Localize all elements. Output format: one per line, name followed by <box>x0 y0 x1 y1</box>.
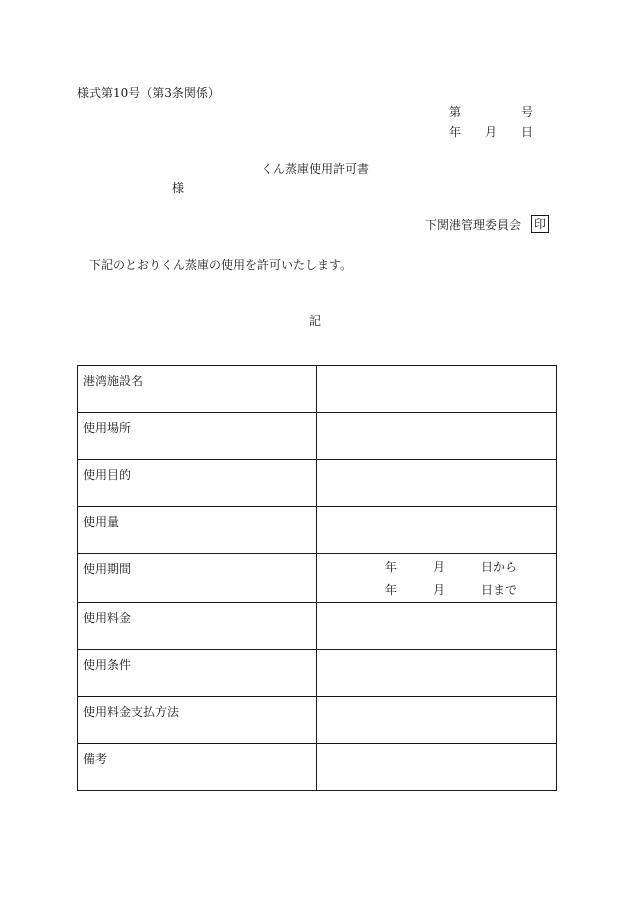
document-number-row <box>449 103 533 120</box>
row-value-field[interactable] <box>317 744 557 791</box>
addressee-suffix: 様 <box>172 181 185 195</box>
row-value-field[interactable] <box>317 366 557 413</box>
issuer-block <box>425 215 549 233</box>
row-value-field[interactable] <box>317 507 557 554</box>
row-value-field[interactable] <box>317 650 557 697</box>
seal-mark: 印 <box>531 215 549 233</box>
table-row <box>78 366 557 413</box>
table-row <box>78 413 557 460</box>
row-label: 備考 <box>78 744 317 791</box>
table-row <box>78 603 557 650</box>
row-label: 使用目的 <box>78 460 317 507</box>
period-from-month: 月 <box>433 560 446 574</box>
period-to-line <box>385 579 556 602</box>
row-label: 使用場所 <box>78 413 317 460</box>
table-row <box>78 697 557 744</box>
row-label: 使用量 <box>78 507 317 554</box>
table-row <box>78 650 557 697</box>
date-month: 月 <box>485 125 498 139</box>
form-number: 様式第10号（第3条関係） <box>77 86 220 100</box>
period-to-month: 月 <box>433 583 446 597</box>
table-row <box>78 744 557 791</box>
row-label: 使用料金 <box>78 603 317 650</box>
row-label: 港湾施設名 <box>78 366 317 413</box>
row-label: 使用料金支払方法 <box>78 697 317 744</box>
document-title: くん蒸庫使用許可書 <box>260 162 369 176</box>
issuer-name: 下関港管理委員会 <box>425 217 522 232</box>
row-value-field[interactable] <box>317 697 557 744</box>
row-value-field[interactable] <box>317 413 557 460</box>
period-to-year: 年 <box>385 583 398 597</box>
period-from-day: 日から <box>481 560 518 574</box>
row-value-field[interactable] <box>317 603 557 650</box>
table-row <box>78 460 557 507</box>
period-value-field[interactable] <box>317 554 557 603</box>
period-from-line <box>385 556 556 579</box>
row-value-field[interactable] <box>317 460 557 507</box>
permit-details-table <box>77 365 557 791</box>
period-to-day: 日まで <box>481 583 518 597</box>
row-label: 使用条件 <box>78 650 317 697</box>
row-label: 使用期間 <box>78 554 317 603</box>
table-row <box>78 554 557 603</box>
number-prefix: 第 <box>449 105 462 119</box>
ki-label: 記 <box>308 314 321 328</box>
number-suffix: 号 <box>521 105 534 119</box>
issue-date-row <box>449 123 533 140</box>
table-row <box>78 507 557 554</box>
date-year: 年 <box>449 125 462 139</box>
period-from-year: 年 <box>385 560 398 574</box>
body-text: 下記のとおりくん蒸庫の使用を許可いたします。 <box>89 258 353 272</box>
date-day: 日 <box>521 125 534 139</box>
